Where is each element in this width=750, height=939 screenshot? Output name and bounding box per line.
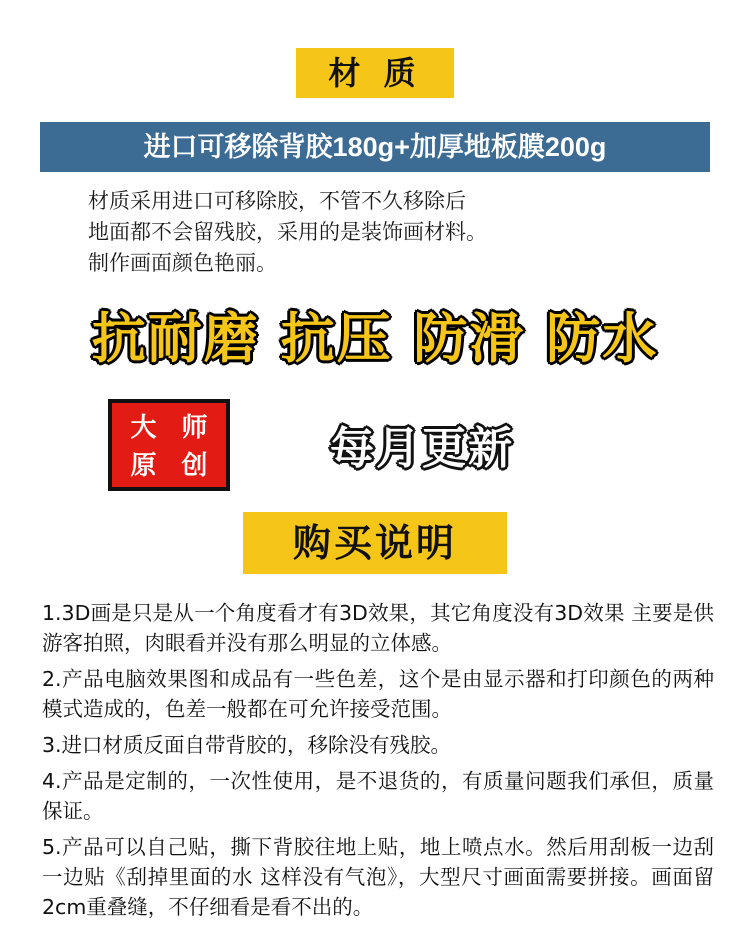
stamp-line-2: 原 创 — [130, 451, 216, 481]
purchase-note-item: 5.产品可以自己贴，撕下背胶往地上贴，地上喷点水。然后用刮板一边刮一边贴《刮掉里面的水 这样没有气泡》，大型尺寸画面需要拼接。画面留2cm重叠缝，不仔细看是看不出的。 — [42, 835, 714, 919]
material-description-line: 制作画面颜色艳丽。 — [88, 251, 277, 275]
purchase-note-item: 3.进口材质反面自带背胶的，移除没有残胶。 — [42, 733, 452, 757]
material-description-line: 材质采用进口可移除胶，不管不久移除后 — [88, 189, 466, 213]
monthly-update-label: 每月更新 — [330, 423, 514, 474]
purchase-note-item: 4.产品是定制的，一次性使用，是不退货的，有质量问题我们承但，质量保证。 — [42, 769, 714, 823]
material-description-line: 地面都不会留残胶，采用的是装饰画材料。 — [88, 220, 487, 244]
purchase-note-item: 1.3D画是只是从一个角度看才有3D效果，其它角度没有3D效果 主要是供游客拍照，肉眼看并没有那么明显的立体感。 — [42, 601, 714, 655]
stamp-line-1: 大 师 — [130, 413, 216, 443]
material-description — [88, 186, 708, 279]
material-section-title: 材 质 — [296, 48, 454, 98]
material-spec-bar: 进口可移除背胶180g+加厚地板膜200g — [40, 122, 710, 172]
original-design-stamp — [108, 399, 230, 491]
purchase-note-item: 2.产品电脑效果图和成品有一些色差，这个是由显示器和打印颜色的两种模式造成的，色差一般都在可允许接受范围。 — [42, 667, 714, 721]
features-headline: 抗耐磨 抗压 防滑 防水 — [91, 307, 659, 370]
purchase-section-title: 购买说明 — [243, 512, 507, 574]
purchase-notes-list — [42, 598, 714, 928]
